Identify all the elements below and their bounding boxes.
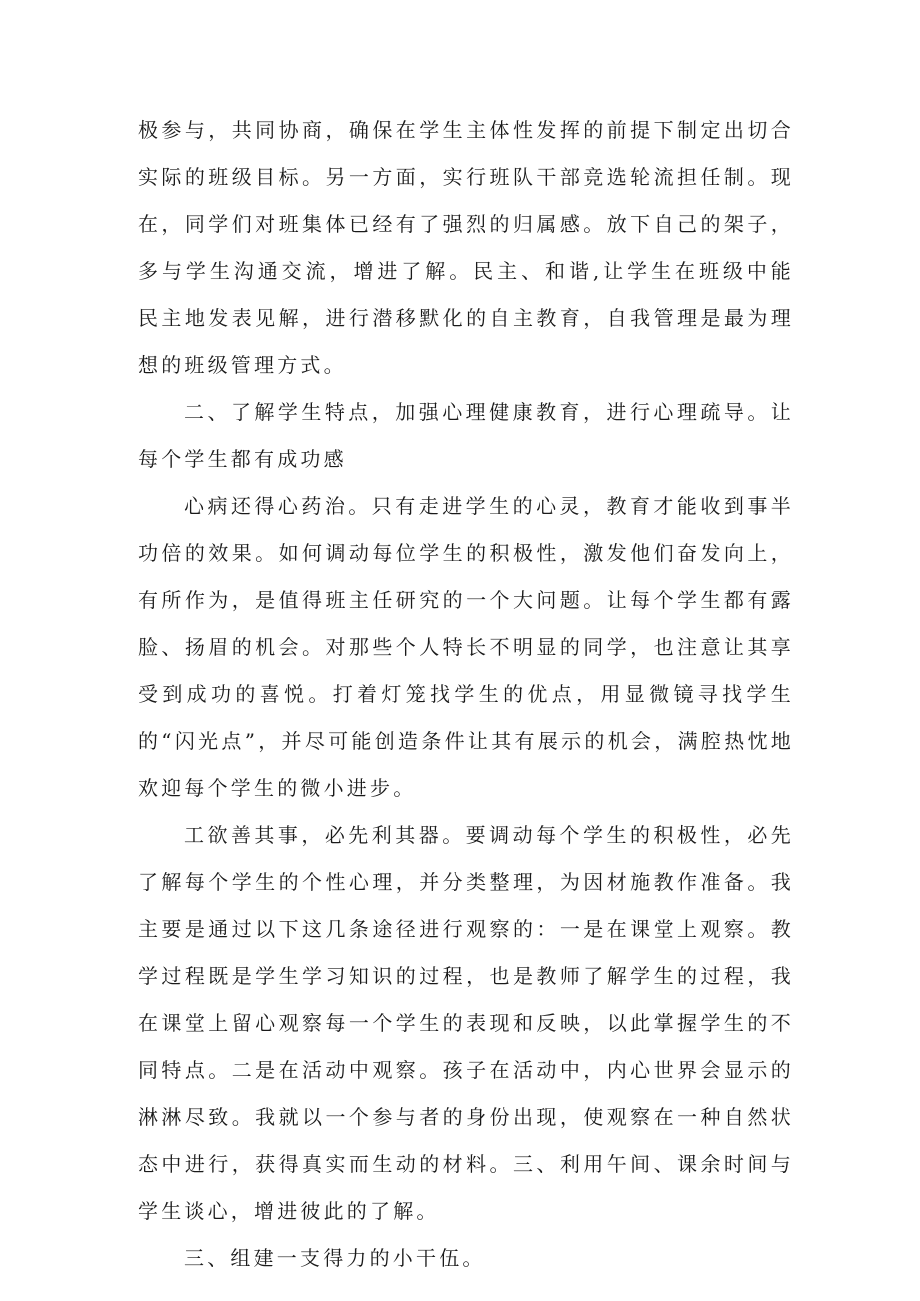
paragraph-observation: 工欲善其事，必先利其器。要调动每个学生的积极性，必先了解每个学生的个性心理，并分类整理，为因材施教作准备。我主要是通过以下这几条途径进行观察的：一是在课堂上观察。教学过程既是学生学习知识的过程，也是教师了解学生的过程，我在课堂上留心观察每一个学生的表现和反映，以此掌握学生的不同特点。二是在活动中观察。孩子在活动中，内心世界会显示的淋淋尽致。我就以一个参与者的身份出现，使观察在一种自然状态中进行，获得真实而生动的材料。三、利用午间、课余时间与学生谈心，增进彼此的了解。 xyxy=(138,823,794,1223)
heading-section-three: 三、组建一支得力的小干伍。 xyxy=(184,1246,486,1270)
paragraph-class-goals: 极参与，共同协商，确保在学生主体性发挥的前提下制定出切合实际的班级目标。另一方面，实行班队干部竞选轮流担任制。现在，同学们对班集体已经有了强烈的归属感。放下自己的架子，多与学生沟通交流，增进了解。民主、和谐,让学生在班级中能民主地发表见解，进行潜移默化的自主教育，自我管理是最为理想的班级管理方式。 xyxy=(138,118,794,377)
document-body xyxy=(138,107,794,1282)
heading-section-two: 二、了解学生特点，加强心理健康教育，进行心理疏导。让每个学生都有成功感 xyxy=(138,400,794,471)
paragraph-heart-medicine: 心病还得心药治。只有走进学生的心灵，教育才能收到事半功倍的效果。如何调动每位学生的积极性，激发他们奋发向上，有所作为，是值得班主任研究的一个大问题。让每个学生都有露脸、扬眉的机会。对那些个人特长不明显的同学，也注意让其享受到成功的喜悦。打着灯笼找学生的优点，用显微镜寻找学生的“闪光点”，并尽可能创造条件让其有展示的机会，满腔热忱地欢迎每个学生的微小进步。 xyxy=(138,494,794,800)
